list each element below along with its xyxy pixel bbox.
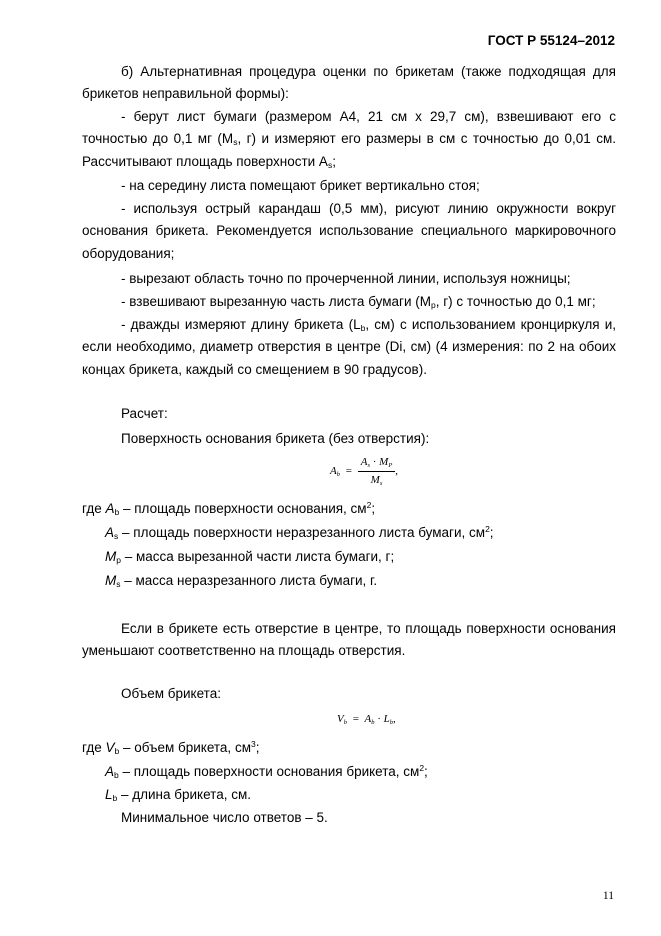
page-number: 11 [602,890,614,902]
step-measure-length: - дважды измеряют длину брикета ($L_b$, см) с использованием кронциркуля и, если необходимо, диаметр отверстия в центре (Di, см) (4 измерения: по 2 на обоих концах брикета, каждый со смещением в 90 градусов). [82,317,616,377]
step-cut-out: - вырезают область точно по прочерченной линии, используя ножницы; [121,271,571,286]
legend-row: $A_s$ – площадь поверхности неразрезанного листа бумаги, $см^2$; [105,524,494,541]
step-weigh-cutout: - взвешивают вырезанную часть листа бумаги ($M_p$, г) с точностью до 0,1 мг; [121,294,596,310]
step-place-briquette: - на середину листа помещают брикет вертикально стоя; [121,178,480,193]
surface-heading: Поверхность основания брикета (без отверстия): [121,431,430,446]
min-responses: Минимальное число ответов – 5. [121,810,328,825]
hole-note: Если в брикете есть отверстие в центре, то площадь поверхности основания уменьшают соответственно на площадь отверстия. [82,621,616,659]
volume-heading: Объем брикета: [121,686,221,701]
legend-row: $A_b$ – площадь поверхности основания брикета, $см^2$; [105,763,428,780]
procedure-intro: б) Альтернативная процедура оценки по брикетам (также подходящая для брикетов неправильной формы): [82,64,616,102]
legend-row: $M_p$ – масса вырезанной части листа бумаги, г; [105,549,395,565]
calc-heading: Расчет: [121,406,168,421]
legend-row: где $V_b$ – объем брикета, $см^3$; [82,739,260,756]
legend-row: $M_s$ – масса неразрезанного листа бумаги, г. [105,573,378,589]
surface-formula: Ab = $\frac{As \cdot MP}{Ms}$ , [330,456,399,487]
legend-row: $L_b$ – длина брикета, см. [105,787,251,803]
step-weigh-sheet: - берут лист бумаги (размером А4, 21 см х 29,7 см), взвешивают его с точностью до 0,1 мг ($M_s$, г) и измеряют его размеры в см с точностью до 0,01 см. Рассчитывают площадь поверхности $A_s$; [82,109,617,170]
document-code: ГОСТ Р 55124–2012 [487,33,615,48]
volume-formula: Vb = Ab · Lb, [337,713,396,726]
step-draw-outline: - используя острый карандаш (0,5 мм), рисуют линию окружности вокруг основания брикета. Рекомендуется использование специального маркировочного оборудования; [82,201,616,261]
legend-row: где $A_b$ – площадь поверхности основания, $см^2$; [82,500,376,517]
